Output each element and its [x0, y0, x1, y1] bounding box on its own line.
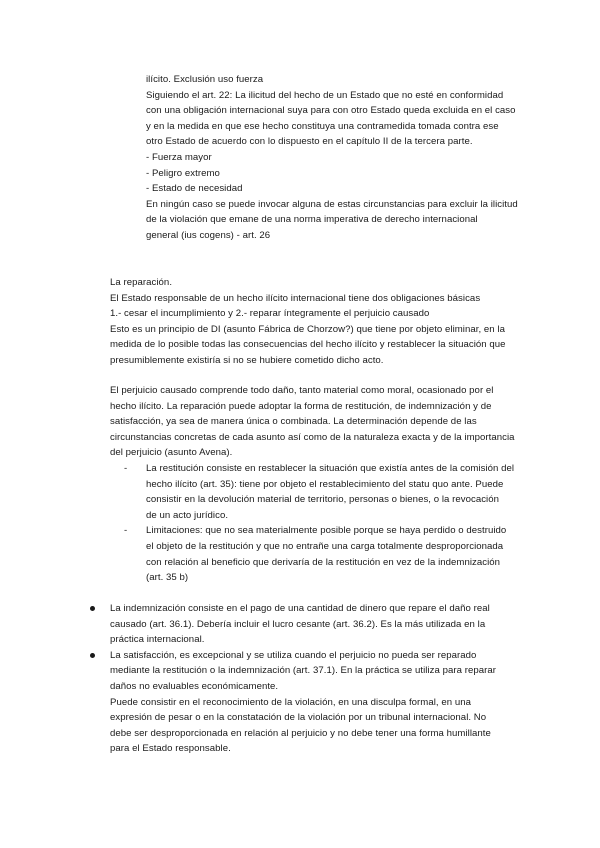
text-line: general (ius cogens) - art. 26 [146, 229, 271, 241]
text-line: (art. 35 b) [146, 572, 189, 584]
text-line: Limitaciones: que no sea materialmente posible porque se haya perdido o destruido [146, 525, 507, 537]
text-line: ilícito. Exclusión uso fuerza [146, 74, 264, 85]
text-line: y en la medida en que ese hecho constituya una contramedida tomada contra ese [146, 120, 499, 132]
section-la-reparacion [110, 275, 506, 369]
text-line: otro Estado de acuerdo con lo dispuesto en el capítulo II de la tercera parte. [146, 136, 473, 148]
list-item-limitaciones [124, 523, 514, 585]
list-item-restitucion [124, 461, 514, 523]
list-item-indemnizacion [87, 601, 496, 648]
text-line: 1.- cesar el incumplimiento y 2.- reparar íntegramente el perjuicio causado [110, 308, 430, 320]
text-line: La restitución consiste en restablecer la situación que existía antes de la comisión del [146, 463, 515, 474]
text-line: mediante la restitución o la indemnización (art. 37.1). En la práctica se utiliza para reparar [110, 665, 496, 677]
text-line: medida de lo posible todas las consecuencias del hecho ilícito y restablecer la situación que [110, 339, 506, 351]
text-line: circunstancias concretas de cada asunto así como de la naturaleza exacta y de la importancia [110, 431, 515, 443]
text-line: causado (art. 36.1). Debería incluir el lucro cesante (art. 36.2). Es la más utilizada en la [110, 618, 486, 630]
text-line: La satisfacción, es excepcional y se utiliza cuando el perjuicio no pueda ser reparado [110, 649, 477, 661]
text-line: hecho ilícito. La reparación puede adoptar la forma de restitución, de indemnización y de [110, 400, 492, 412]
dash-bullet: - [124, 525, 128, 537]
dash-bullet: - [124, 463, 128, 474]
text-line: con una obligación internacional suya para con otro Estado queda excluida en el caso [146, 105, 516, 117]
bullet-dot-icon [90, 606, 95, 611]
list-item-satisfaccion [87, 648, 496, 695]
text-line: La indemnización consiste en el pago de una cantidad de dinero que repare el daño real [110, 603, 490, 614]
text-line: expresión de pesar o en la constatación de la violación por un tribunal internacional. No [110, 712, 487, 724]
forms-bullet-list [87, 601, 496, 757]
text-line: práctica internacional. [110, 634, 205, 646]
text-line: En ningún caso se puede invocar alguna de estas circunstancias para excluir la ilicitud [146, 198, 518, 210]
text-line: El perjuicio causado comprende todo daño, tanto material como moral, ocasionado por el [110, 385, 494, 396]
text-line: Puede consistir en el reconocimiento de la violación, en una disculpa formal, en una [110, 696, 471, 708]
text-line: - Fuerza mayor [146, 151, 212, 163]
text-line: hecho ilícito (art. 35): tiene por objeto el restablecimiento del statu quo ante. Puede [146, 478, 504, 490]
text-line: - Estado de necesidad [146, 183, 243, 195]
text-line: con relación al beneficio que derivaría de la restitución en vez de la indemnización [146, 556, 501, 568]
text-line: para el Estado responsable. [110, 743, 231, 755]
text-line: del perjuicio (asunto Avena). [110, 447, 233, 459]
section-circunstancias-excluyentes [146, 72, 518, 244]
satisfaccion-continuation [87, 695, 496, 757]
text-line: de un acto jurídico. [146, 509, 229, 521]
text-line: daños no evaluables económicamente. [110, 680, 279, 692]
text-line: consistir en la devolución material de territorio, personas o bienes, o la revocación [146, 494, 500, 506]
text-line: Esto es un principio de DI (asunto Fábrica de Chorzow?) que tiene por objeto eliminar, en la [110, 323, 505, 335]
text-line: satisfacción, ya sea de manera única o combinada. La determinación depende de las [110, 416, 477, 428]
text-line: - Peligro extremo [146, 167, 220, 179]
section-heading: La reparación. [110, 277, 173, 288]
text-line: el objeto de la restitución y que no entrañe una carga totalmente desproporcionada [146, 540, 504, 552]
section-el-perjuicio [110, 383, 515, 461]
text-line: debe ser desproporcionada en relación al perjuicio y no debe tener una forma humillante [110, 727, 491, 739]
text-line: presumiblemente existiría si no se hubiere cometido dicho acto. [110, 354, 384, 366]
restitucion-dash-list [124, 461, 514, 586]
text-line: El Estado responsable de un hecho ilícito internacional tiene dos obligaciones básicas [110, 292, 481, 304]
bullet-dot-icon [90, 653, 95, 658]
text-line: de la violación que emane de una norma imperativa de derecho internacional [146, 214, 478, 226]
text-line: Siguiendo el art. 22: La ilicitud del hecho de un Estado que no esté en conformidad [146, 89, 504, 101]
